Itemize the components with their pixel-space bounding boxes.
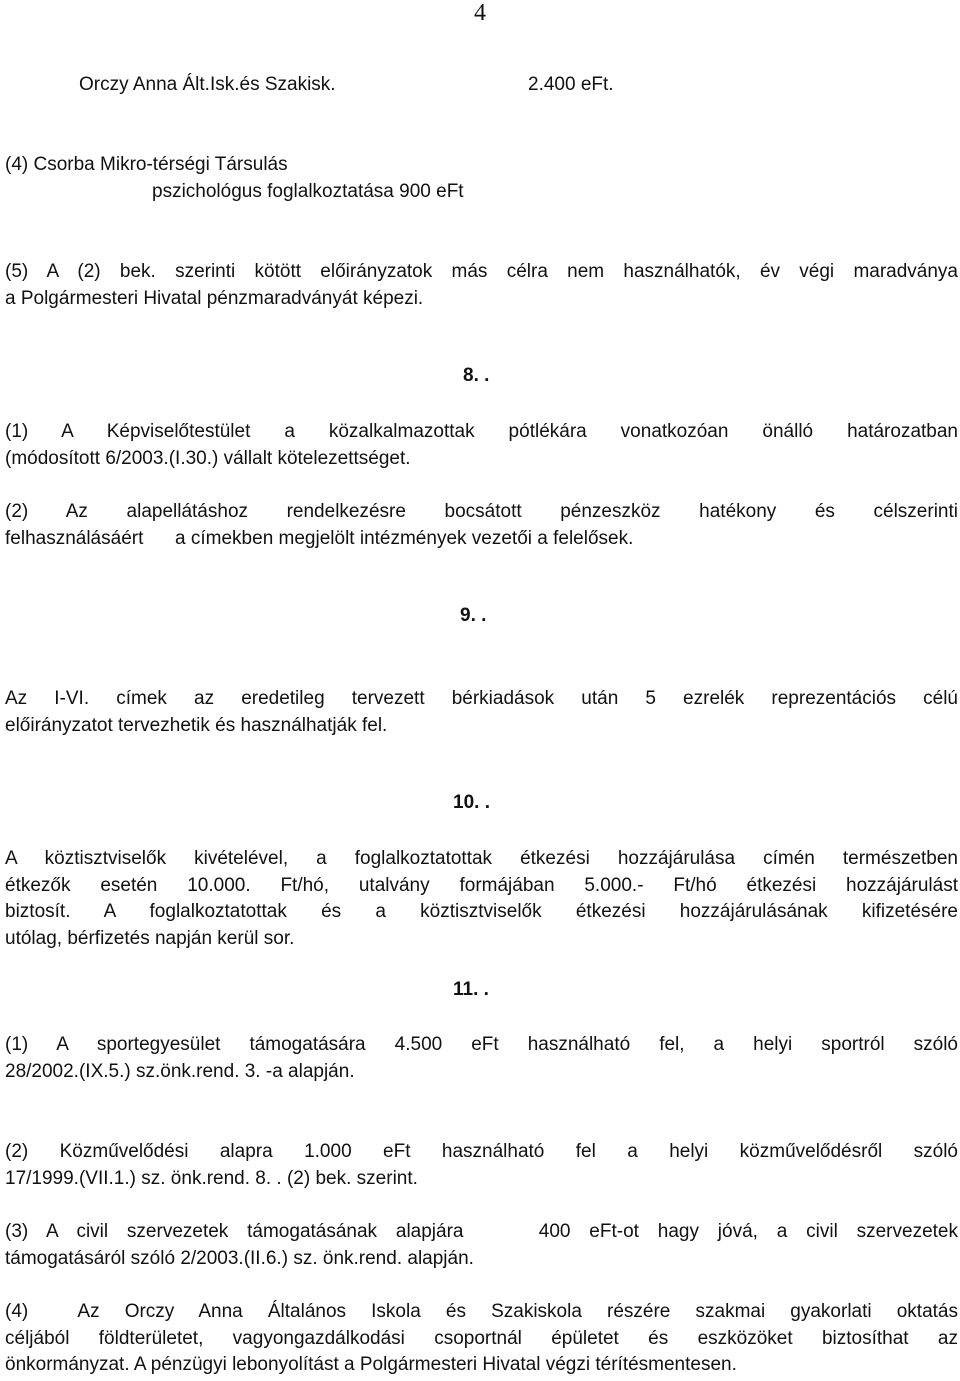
section-8-p1-line-1: (1) A Képviselőtestület a közalkalmazottak pótlékára vonatkozóan önálló határozatban (5, 421, 958, 442)
section-10-line-1: A köztisztviselők kivételével, a foglalkoztatottak étkezési hozzájárulása címén természetben (5, 848, 958, 869)
section-11-paragraph-3 (5, 1219, 958, 1272)
csorba-line-2: pszichológus foglalkoztatása 900 eFt (152, 181, 464, 202)
section-9-heading: 9. . (460, 605, 487, 626)
section-9-line-1: Az I-VI. címek az eredetileg tervezett bérkiadások után 5 ezrelék reprezentációs célú (5, 688, 958, 709)
paragraph-5-line-1: (5) A (2) bek. szerinti kötött előirányzatok más célra nem használhatók, év végi maradványa (5, 261, 958, 282)
section-8-p2-line-2: felhasználásáért a címekben megjelölt intézmények vezetői a felelősek. (5, 527, 634, 549)
section-8-paragraph-1 (5, 419, 958, 472)
section-9-paragraph (5, 686, 958, 739)
section-11-p4-line-1: (4) Az Orczy Anna Általános Iskola és Szakiskola részére szakmai gyakorlati oktatás (5, 1301, 958, 1322)
section-8-p1-line-2: (módosított 6/2003.(I.30.) vállalt kötelezettséget. (5, 447, 411, 469)
section-11-paragraph-4 (5, 1299, 958, 1379)
section-8-p2-line-1: (2) Az alapellátáshoz rendelkezésre bocsátott pénzeszköz hatékony és célszerinti (5, 501, 958, 522)
paragraph-5 (5, 259, 958, 312)
paragraph-5-line-2: a Polgármesteri Hivatal pénzmaradványát képezi. (5, 287, 424, 309)
section-11-p3-line-1: (3) A civil szervezetek támogatásának alapjára 400 eFt-ot hagy jóvá, a civil szervezetek (5, 1221, 958, 1242)
section-11-paragraph-2 (5, 1139, 958, 1192)
section-11-paragraph-1 (5, 1032, 958, 1085)
section-11-heading: 11. . (453, 979, 489, 1000)
section-10-paragraph (5, 846, 958, 952)
section-11-p3-line-2: támogatásáról szóló 2/2003.(II.6.) sz. önk.rend. alapján. (5, 1247, 474, 1269)
section-10-heading: 10. . (453, 792, 490, 813)
section-11-p2-line-1: (2) Közművelődési alapra 1.000 eFt használható fel a helyi közművelődésről szóló (5, 1141, 958, 1162)
orczy-school-label: Orczy Anna Ált.Isk.és Szakisk. (79, 74, 336, 95)
section-8-paragraph-2 (5, 499, 958, 552)
section-10-line-2: étkezők esetén 10.000. Ft/hó, utalvány formájában 5.000.- Ft/hó étkezési hozzájárulást (5, 874, 958, 896)
section-11-p4-line-3: önkormányzat. A pénzügyi lebonyolítást a Polgármesteri Hivatal végzi térítésmentesen. (5, 1354, 737, 1375)
section-8-heading: 8. . (463, 365, 490, 386)
csorba-line-1: (4) Csorba Mikro-térségi Társulás (5, 154, 288, 175)
section-10-line-4: utólag, bérfizetés napján kerül sor. (5, 927, 295, 949)
orczy-school-amount: 2.400 eFt. (528, 74, 614, 95)
section-10-line-3: biztosít. A foglalkoztatottak és a köztisztviselők étkezési hozzájárulásának kifizetésére (5, 901, 958, 922)
section-9-line-2: előirányzatot tervezhetik és használhatják fel. (5, 714, 388, 736)
page-number: 4 (474, 0, 486, 26)
section-11-p2-line-2: 17/1999.(VII.1.) sz. önk.rend. 8. . (2) bek. szerint. (5, 1167, 418, 1189)
section-11-p1-line-1: (1) A sportegyesület támogatására 4.500 eFt használható fel, a helyi sportról szóló (5, 1034, 958, 1055)
section-11-p1-line-2: 28/2002.(IX.5.) sz.önk.rend. 3. -a alapján. (5, 1060, 355, 1082)
section-11-p4-line-2: céljából földterületet, vagyongazdálkodási csoportnál épületet és eszközöket biztosíthat az (5, 1327, 958, 1349)
